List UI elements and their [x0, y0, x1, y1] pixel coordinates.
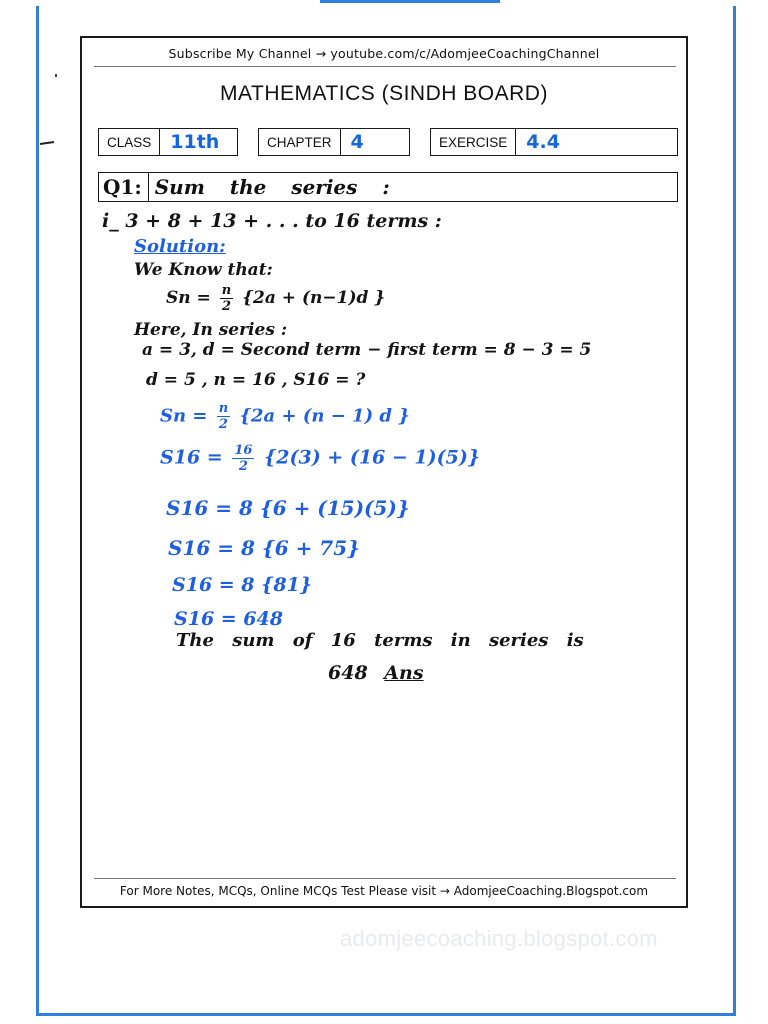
watermark-text: adomjeecoaching.blogspot.com: [340, 926, 658, 951]
exercise-value: 4.4: [526, 131, 560, 153]
step-4: S16 = 8 {6 + 75}: [168, 536, 360, 560]
exercise-label: EXERCISE: [431, 129, 516, 155]
formula-denominator: 2: [221, 299, 231, 314]
step-2-lhs: S16 =: [160, 446, 223, 469]
chapter-box: [258, 128, 410, 156]
part-statement: i_ 3 + 8 + 13 + . . . to 16 terms :: [102, 210, 442, 232]
stray-dot: [55, 74, 57, 77]
given-line-2: d = 5 , n = 16 , S16 = ?: [146, 370, 366, 390]
step-1: [160, 402, 410, 431]
chapter-label: CHAPTER: [259, 129, 341, 155]
step-1-denominator: 2: [218, 417, 228, 432]
formula-fraction: [220, 284, 233, 313]
step-2-denominator: 2: [238, 459, 248, 474]
chapter-value: 4: [350, 131, 364, 153]
step-6: S16 = 648: [174, 608, 283, 630]
step-1-fraction: [217, 402, 230, 431]
question-box: [98, 172, 678, 202]
step-1-rhs: {2a + (n − 1) d }: [239, 405, 410, 427]
step-1-numerator: n: [218, 401, 229, 416]
exercise-box: [430, 128, 678, 156]
here-line: Here, In series :: [134, 320, 288, 340]
question-label: Q1:: [99, 173, 149, 201]
class-value: 11th: [170, 131, 220, 153]
step-5: S16 = 8 {81}: [172, 574, 313, 596]
conclusion-line: The sum of 16 terms in series is: [176, 630, 584, 651]
class-label: CLASS: [99, 129, 160, 155]
footer-note: For More Notes, MCQs, Online MCQs Test Please visit → AdomjeeCoaching.Blogspot.com: [119, 884, 649, 898]
formula-lhs: Sn =: [166, 288, 211, 308]
step-3: S16 = 8 {6 + (15)(5)}: [166, 496, 410, 520]
solution-heading: Solution:: [134, 236, 226, 257]
answer-mark: Ans: [384, 662, 424, 684]
page-title: MATHEMATICS (SINDH BOARD): [220, 82, 548, 105]
footer-rule: [94, 878, 676, 879]
step-2-fraction: [232, 444, 254, 473]
step-2: [160, 444, 480, 473]
formula-numerator: n: [221, 283, 232, 298]
we-know-line: We Know that:: [134, 260, 273, 280]
step-2-rhs: {2(3) + (16 − 1)(5)}: [264, 446, 481, 469]
answer-line: [328, 662, 424, 684]
question-text: Sum the series :: [154, 175, 390, 199]
step-1-lhs: Sn =: [160, 405, 208, 427]
subscribe-line: Subscribe My Channel → youtube.com/c/AdomjeeCoachingChannel: [168, 46, 600, 61]
formula-line: [166, 284, 385, 313]
worksheet: [80, 36, 688, 908]
formula-rhs: {2a + (n−1)d }: [242, 288, 386, 308]
top-border-stroke: [320, 0, 500, 3]
step-2-numerator: 16: [234, 443, 253, 458]
answer-value: 648: [328, 662, 368, 684]
class-box: [98, 128, 238, 156]
given-line-1: a = 3, d = Second term − first term = 8 − 3 = 5: [142, 340, 592, 360]
header-rule: [94, 66, 676, 67]
